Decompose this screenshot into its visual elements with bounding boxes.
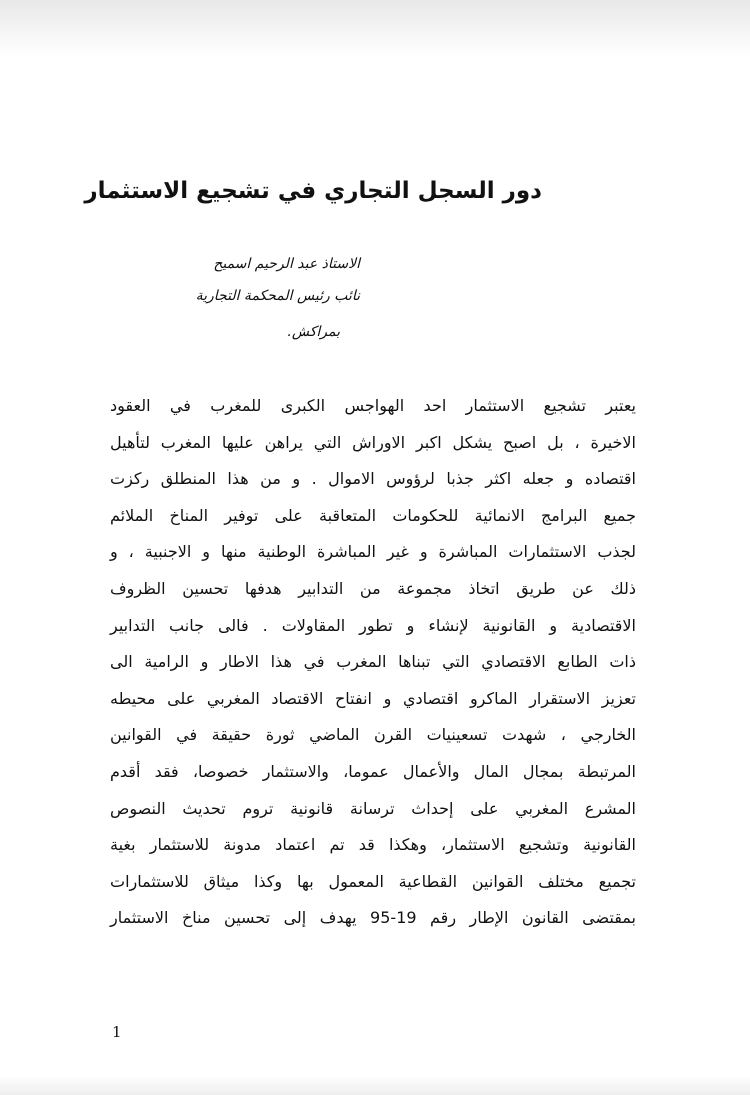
- body-line: القانونية وتشجيع الاستثمار، وهكذا قد تم اعتماد مدونة للاستثمار بغية: [110, 835, 636, 855]
- author-city: بمراكش.: [287, 324, 340, 340]
- body-line: بمقتضى القانون الإطار رقم 19-95 يهدف إلى تحسين مناخ الاستثمار: [110, 908, 637, 928]
- page-number: 1: [112, 1023, 122, 1041]
- author-name: الاستاذ عبد الرحيم اسميح: [213, 256, 360, 272]
- scan-top-shadow: [0, 0, 750, 58]
- body-line: المشرع المغربي على إحداث ترسانة قانونية تروم تحديث النصوص: [110, 798, 636, 818]
- body-line: تجميع مختلف القوانين القطاعية المعمول بها وكذا ميثاق للاستثمارات: [110, 871, 636, 891]
- scan-bottom-shadow: [0, 1075, 750, 1095]
- body-line: يعتبر تشجيع الاستثمار احد الهواجس الكبرى للمغرب في العقود: [110, 396, 636, 415]
- body-line: جميع البرامج الانمائية للحكومات المتعاقبة على توفير المناخ الملائم: [110, 505, 636, 525]
- body-line: الاخيرة ، بل اصبح يشكل اكبر الاوراش التي يراهن عليها المغرب لتأهيل: [110, 432, 636, 452]
- body-line: اقتصاده و جعله اكثر جذبا لرؤوس الاموال . و من هذا المنطلق ركزت: [110, 469, 636, 489]
- body-line: ذات الطابع الاقتصادي التي تبناها المغرب في هذا الاطار و الرامية الى: [110, 652, 636, 672]
- body-line: المرتبطة بمجال المال والأعمال عموما، والاستثمار خصوصا، فقد أقدم: [110, 761, 636, 781]
- body-line: لجذب الاستثمارات المباشرة و غير المباشرة الوطنية منها و الاجنبية ، و: [110, 542, 636, 562]
- document-title: دور السجل التجاري في تشجيع الاستثمار: [84, 178, 542, 204]
- body-paragraph: [110, 388, 636, 937]
- body-line: الاقتصادية و القانونية لإنشاء و تطور المقاولات . فالى جانب التدابير: [110, 615, 636, 635]
- body-line: تعزيز الاستقرار الماكرو اقتصادي و انفتاح الاقتصاد المغربي على محيطه: [110, 688, 636, 708]
- author-role: نائب رئيس المحكمة التجارية: [195, 288, 360, 304]
- body-line: الخارجي ، شهدت تسعينيات القرن الماضي ثورة حقيقة في القوانين: [110, 725, 636, 745]
- body-line: ذلك عن طريق اتخاذ مجموعة من التدابير هدفها تحسين الظروف: [110, 578, 636, 598]
